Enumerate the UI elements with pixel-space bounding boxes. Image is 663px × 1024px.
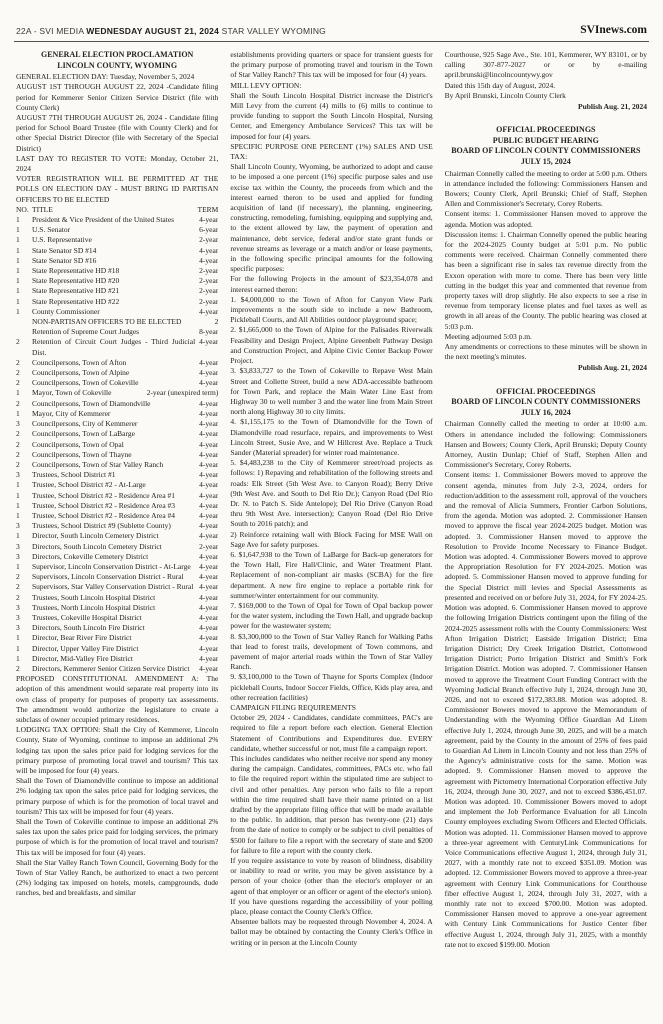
office-count: 3 (16, 612, 20, 622)
paragraph: 9. $3,100,000 to the Town of Thayne for Sports Complex (Indoor pickleball Courts, Indoor Soccer Fields, Office, Kids play area, and other recreation facilities) (230, 672, 433, 702)
office-count: 1 (16, 490, 20, 500)
office-row (16, 419, 218, 429)
office-count: 2 (16, 337, 20, 347)
col-term-label: TERM (197, 204, 219, 214)
office-row (16, 460, 218, 470)
office-row (16, 327, 218, 337)
office-row (16, 286, 218, 296)
office-term: 4-year (199, 572, 219, 582)
office-title: Director, Bear River Fire District (32, 633, 132, 643)
paragraph: SPECIFIC PURPOSE ONE PERCENT (1%) SALES AND USE TAX: (230, 141, 433, 162)
office-row (16, 297, 218, 307)
paragraph: Courthouse, 925 Sage Ave., Ste. 101, Kemmerer, WY 83101, or by calling 307-877-2027 or or by e-mailing april.brunski@lincolncountywy.gov (444, 50, 647, 80)
paragraph: 7. $169,000 to the Town of Opal for Town of Opal backup power for the water system, including the Town Hall, and upgrade backup power for the wastewater system; (230, 600, 433, 631)
office-row (16, 399, 218, 409)
heading-line: OFFICIAL PROCEEDINGS (496, 125, 596, 135)
office-term: 4-year (199, 470, 219, 480)
office-title: State Representative HD #22 (32, 296, 120, 306)
office-row (16, 654, 218, 664)
office-row (16, 501, 218, 511)
heading-line: PUBLIC BUDGET HEARING (492, 135, 599, 145)
office-count: 3 (16, 419, 20, 429)
office-count: 1 (16, 255, 20, 265)
paragraph: October 29, 2024 - Candidates, candidate committees, PAC's are required to file a report before each election. General Election Statement of Contributions and Expenditures due. EVERY candidate, whether successful or not, must file a campaign report. (230, 713, 433, 753)
office-row (16, 378, 218, 388)
office-row (16, 531, 218, 541)
office-row (16, 491, 218, 501)
office-count: 2 (16, 378, 20, 388)
office-count: 2 (16, 429, 20, 439)
office-row (16, 337, 218, 357)
paragraph: Shall the South Lincoln Hospital District increase the District's Mill Levy from the current (4) mills to (6) mills to continue to provide funding to support the South Lincoln Hospital, Nursing Center, and Emergency Ambulance Services? This tax will be imposed for four (4) years. (230, 90, 433, 141)
notice-heading (445, 125, 647, 167)
office-count: 1 (16, 561, 20, 571)
office-title: Trustee, School District #2 - Residence Area #1 (32, 490, 176, 500)
office-count: 1 (16, 306, 20, 316)
office-term: 2-year (199, 276, 219, 286)
office-title: Trustees, South Lincoln Hospital District (32, 592, 156, 602)
office-row (16, 562, 218, 572)
office-title: U.S. Senator (32, 225, 71, 235)
office-title: Trustees, School District #9 (Sublette County) (32, 521, 171, 531)
columns (0, 42, 663, 1019)
office-count: 1 (16, 653, 20, 663)
column-3 (445, 50, 647, 1019)
office-term: 4-year (199, 439, 219, 449)
office-row (16, 542, 218, 552)
office-title: Directors, Kemmerer Senior Citizen Service District (32, 663, 190, 673)
publish-line: Publish Aug. 21, 2024 (578, 102, 647, 112)
paragraph: Shall the Town of Cokeville continue to impose an additional 2% sales tax upon the sales price paid for lodging services, the primary purpose of which is for the promotion of local travel and tourism? This tax will be imposed for four (4) years. (16, 817, 219, 857)
office-term: 4-year (199, 643, 219, 653)
office-row (16, 358, 218, 368)
paragraph: Chairman Connelly called the meeting to order at 5:00 p.m. Others in attendance included the following: Commissioners Hansen and Bowers; County Clerk, April Brunski; Chief of Staff, Stephen Allen and Commissioner's Secretary, Corey Roberts. (444, 168, 647, 209)
office-term: 4-year (199, 337, 219, 347)
office-row (16, 429, 218, 439)
office-title: Director, Mid-Valley Fire District (32, 653, 133, 663)
paragraph: VOTER REGISTRATION WILL BE PERMITTED AT THE POLLS ON ELECTION DAY - MUST BRING ID PARTISAN OFFICERS TO BE ELECTED (16, 174, 219, 204)
paragraph: PROPOSED CONSTITUTIONAL AMENDMENT A: The adoption of this amendment would separate real property into its own class of property for purposes of property tax assessments. The amendment would authorize the legislature to create a subclass of owner occupied primary residences. (16, 674, 219, 724)
office-row (16, 246, 218, 256)
office-count: 1 (16, 266, 20, 276)
office-list-header (16, 205, 218, 215)
office-count: 1 (16, 480, 20, 490)
office-count: 3 (16, 551, 20, 561)
office-count: 2 (16, 357, 20, 367)
paragraph: LODGING TAX OPTION: Shall the City of Kemmerer, Lincoln County, State of Wyoming, continue to impose an additional 2% lodging tax upon the sales price paid for lodging services for the primary purpose of promoting local travel and tourism? This tax will be imposed for four (4) years. (16, 725, 219, 775)
office-title: Councilpersons, City of Kemmerer (32, 419, 138, 429)
office-row (16, 235, 218, 245)
office-term: 4-year (199, 633, 219, 643)
office-title: Trustee, School District #2 - At-Large (32, 480, 146, 490)
office-row (16, 623, 218, 633)
office-count: 2 (16, 592, 20, 602)
paragraph: 6. $1,647,938 to the Town of LaBarge for Back-up generators for the Town Hall, Fire Hall/Clinic, and Water Treatment Plant. Replacement of non-compliant air masks (SCBA) for the fire department. A new fire engine to replace a portable rink for summer/winter entertainment for our community. (230, 549, 433, 600)
paragraph: Dated this 15th day of August, 2024. (444, 80, 556, 90)
office-row (16, 582, 218, 592)
office-term: 4-year (199, 500, 219, 510)
office-term: 4-year (199, 480, 219, 490)
col-title-label: TITLE (32, 204, 53, 214)
office-term: 4-year (199, 245, 219, 255)
publish-line: Publish Aug. 21, 2024 (578, 363, 647, 373)
paragraph: Shall the Town of Diamondville continue to impose an additional 2% lodging tax upon the sales price paid for lodging services, the primary purpose of which is for the promotion of local travel and tourism? This tax will be imposed for four (4) years. (16, 776, 219, 816)
office-count: 1 (16, 408, 20, 418)
office-title: Trustee, School District #2 - Residence Area #3 (32, 500, 176, 510)
office-term: 4-year (199, 663, 219, 673)
masthead-site-url: SVInews.com (580, 24, 647, 36)
paragraph: Meeting adjourned 5:03 p.m. (444, 331, 532, 341)
office-row (16, 644, 218, 654)
office-title: State Senator SD #16 (32, 255, 97, 265)
office-list (16, 215, 218, 674)
office-row (16, 480, 218, 490)
office-count: 3 (16, 623, 20, 633)
office-title: Councilpersons, Town of Thayne (32, 449, 132, 459)
office-count: 1 (16, 215, 20, 225)
office-title: County Commissioner (32, 306, 100, 316)
office-row (16, 633, 218, 643)
office-title: Directors, South Lincoln Fire District (32, 623, 145, 633)
notice-heading (16, 50, 218, 71)
heading-line: OFFICIAL PROCEEDINGS (496, 386, 596, 396)
paragraph: Shall the Star Valley Ranch Town Council, Governing Body for the Town of Star Valley Ranch, be authorized to enact a two percent (2%) lodging tax imposed on hotels, motels, campgrounds, dude ranches, bed and breakfasts, and similar (16, 857, 219, 898)
office-count: 1 (16, 225, 20, 235)
office-term: 6-year (199, 225, 219, 235)
office-title: Supervisors, Star Valley Conservation District - Rural (32, 582, 194, 592)
office-title: Trustee, School District #2 - Residence Area #4 (32, 510, 176, 520)
paragraph: This includes candidates who neither receive nor spend any money during the campaign. Candidates, committees, PACs etc. who fail to file the required report within the stipulated time are subject to civil and other penalties. Any person who fails to file a report within the time required shall have their name printed on a list drafted by the appropriate filing office that will be made available to the public. In addition, that person has twenty-one (21) days from the date of notice to comply or be subject to civil penalties of $500 for failure to file a report with the secretary of state and $200 for failure to file a report with the county clerk. (230, 754, 433, 855)
office-count: 1 (16, 643, 20, 653)
office-count: 1 (16, 245, 20, 255)
office-count: 1 (16, 531, 20, 541)
office-title: Mayor, City of Kemmerer (32, 408, 111, 418)
office-count: 2 (16, 439, 20, 449)
masthead-date: WEDNESDAY AUGUST 21, 2024 (86, 26, 220, 36)
paragraph: Any amendments or corrections to these minutes will be shown in the next meeting's minutes. (444, 342, 647, 362)
office-count: 2 (16, 663, 20, 673)
office-term: 4-year (199, 357, 219, 367)
office-title: NON-PARTISAN OFFICERS TO BE ELECTED (32, 317, 182, 327)
office-row (16, 521, 218, 531)
office-title: President & Vice President of the United States (32, 215, 175, 225)
paragraph: Consent items: 1. Commissioner Bowers moved to approve the consent agenda, minutes from July 2-3, 2024, orders for reduction/addition to the assessment roll, approval of the vouchers and the removal of Alicia Summers, Frontier Carbon Solutions, from the agenda. Motion was adopted. 2. Commissioner Hansen moved to approve the fiscal year 2024-2025 budget. Motion was adopted. 3. Commissioner Hansen moved to approve the Resolution to Provide Income Necessary to Finance Budget. Motion was adopted. 4. Commissioner Bowers moved to approve the Appropriation Resolution for FY 2024-2025. Motion was adopted. 5. Commissioner Hansen moved to approve funding for the Special District mill levies and Special Assessments as presented and received on or before July 31, 2024, for FY 2024-25. Motion was adopted. 6. Commissioner Hansen moved to approve the following Irrigation Districts contingent upon the filing of the 2024-2025 assessment rolls with the County Commissioners: West Afton Irrigation District; Eastside Irrigation District; Etna Irrigation District; Dry Creek Irrigation District, Cottonwood Irrigation District; Porto Irrigation District and Smith's Fork Irrigation District. Motion was adopted. 7. Commissioner Hansen moved to approve the Treatment Court Funding Contract with the Wyoming Judicial Branch effective July 1, 2024, through June 30, 2026, and not to exceed $172,383.88. Motion was adopted. 8. Commissioner Bowers moved to approve the Memorandum of Understanding with the Wyoming Office Guardian Ad Litem effective July 1, 2024, through June 30, 2025, and will be a match agreement, paid by the County in the amount of 25% of fees paid to Guardian Ad Litem in Lincoln County and not less than 25% of the Agency's administrative costs for the same. Motion was adopted. 9. Commissioner Hansen moved to approve the agreement with Pictometry International Corporation effective July 16, 2024, through June 30, 2027, and not to exceed $386,451.07. Motion was adopted. 10. Commissioner Bowers moved to adopt and implement the Job Performance Evaluation for all Lincoln County employees excluding Sworn Officers and Elected Officials. Motion was adopted. 11. Commissioner Hansen moved to approve a three-year agreement with CenturyLink Communications for Voice Communications effective August 1, 2024, through July 31, 2027, with a monthly rate not to exceed $351.09. Motion was adopted. 12. Commissioner Bowers moved to approve a three-year agreement with Century Link Communications for Courthouse fiber effective August 1, 2024, through July 31, 2027, with a monthly rate not to exceed $700.00. Motion was adopted. Commissioner Hansen moved to approve a one-year agreement with Century Link Communications for Justice Center fiber effective August 1, 2024, through July 31, 2025, with a monthly rate not to exceed $199.00. Motion (444, 470, 647, 949)
office-term: 4-year (199, 561, 219, 571)
office-row (16, 552, 218, 562)
masthead-location: STAR VALLEY WYOMING (219, 26, 326, 36)
office-term: 4-year (199, 612, 219, 622)
office-count: 1 (16, 296, 20, 306)
paragraph: Consent items: 1. Commissioner Hansen moved to approve the agenda. Motion was adopted. (444, 209, 647, 229)
office-title: Mayor, Town of Cokeville (32, 388, 112, 398)
notice-gap (445, 374, 647, 387)
office-term: 4-year (199, 531, 219, 541)
office-term: 4-year (199, 592, 219, 602)
heading-line: LINCOLN COUNTY, WYOMING (57, 60, 178, 70)
office-row (16, 603, 218, 613)
office-title: State Representative HD #21 (32, 286, 120, 296)
paragraph: LAST DAY TO REGISTER TO VOTE: Monday, October 21, 2024 (16, 153, 219, 174)
office-title: Supervisors, Lincoln Conservation District - Rural (32, 572, 184, 582)
office-term: 4-year (199, 408, 219, 418)
office-count: 1 (16, 510, 20, 520)
paragraph: 8. $3,300,000 to the Town of Star Valley Ranch for Walking Paths that lead to forest trails, development of Town commons, and pavement of major arterial roads within the Town of Star Valley Ranch. (230, 631, 433, 672)
office-count: 1 (16, 276, 20, 286)
office-title: Directors, South Lincoln Cemetery District (32, 541, 162, 551)
office-title: Supervisor, Lincoln Conservation District - At-Large (32, 561, 191, 571)
office-term: 4-year (199, 398, 219, 408)
office-title: Trustees, School District #1 (32, 470, 116, 480)
paragraph: CAMPAIGN FILING REQUIREMENTS (230, 703, 356, 712)
col-no-label: NO. (16, 204, 29, 214)
paragraph: Chairman Connelly called the meeting to order at 10:00 a.m. Others in attendance included the following: Commissioners Hansen and Bowers; County Clerk, April Brunski; Deputy County Attorney, Austin Dunlap; Chief of Staff, Stephen Allen and Commissioner's Secretary, Corey Roberts. (444, 419, 647, 470)
office-row (16, 409, 218, 419)
office-title: U.S. Representative (32, 235, 92, 245)
office-term: 8-year (199, 327, 219, 337)
office-title: Retention of Supreme Court Judges (32, 327, 140, 337)
office-title: Councilpersons, Town of Star Valley Ranch (32, 459, 164, 469)
column-1 (16, 50, 218, 1019)
office-title: Director, South Lincoln Cemetery District (32, 531, 159, 541)
office-count: 3 (16, 521, 20, 531)
office-count: 2 (16, 368, 20, 378)
paragraph: If you require assistance to vote by reason of blindness, disability or inability to read or write, you may be given assistance by a person of your choice (other than the elector's employer or an agent of that employer or an officer or agent of the elector's union). If you have questions regarding the accessibility of your polling place, please contact the County Clerk's Office. (230, 856, 433, 917)
masthead (0, 0, 663, 39)
office-term: 4-year (199, 306, 219, 316)
office-row (16, 470, 218, 480)
paragraph: MILL LEVY OPTION: (230, 80, 302, 90)
office-term: 4-year (199, 623, 219, 633)
office-title: State Representative HD #18 (32, 266, 120, 276)
office-term: 4-year (199, 521, 219, 531)
paragraph: 5. $4,483,238 to the City of Kemmerer street/road projects as follows: 1) Repaving and rehabilitation of the following streets and roads: Elk Street (5th West Ave. to Canyon Road); Berry Drive (9th West Ave. and South to Del Rio Dr.); Canyon Road (Del Rio Dr. N. to Patch S. Side Antelope); Del Rio Drive (Canyon Road thru 9th West Ave. intersection); Canyon Road (Del Rio Drive South to 2016 patch); and (230, 458, 433, 529)
office-title: Councilpersons, Town of Cokeville (32, 378, 139, 388)
office-count: 2 (16, 449, 20, 459)
office-count: 1 (16, 633, 20, 643)
office-row (16, 368, 218, 378)
paragraph: AUGUST 7TH THROUGH AUGUST 26, 2024 - Candidate filing period for School Board Trustee (file with County Clerk) and for other Special District Director (file with Secretary of the Special District) (16, 113, 219, 153)
heading-line: BOARD OF LINCOLN COUNTY COMMISSIONERS (451, 397, 641, 407)
office-title: Director, Upper Valley Fire District (32, 643, 139, 653)
paragraph: 2) Reinforce retaining wall with Block Facing for MSE Wall on Sage Ave for safety purposes. (230, 529, 433, 549)
office-title: Councilpersons, Town of Afton (32, 357, 127, 367)
paragraph: GENERAL ELECTION DAY: Tuesday, November 5, 2024 (16, 72, 195, 82)
office-count: 3 (16, 541, 20, 551)
office-row (16, 225, 218, 235)
paragraph: 2. $1,665,000 to the Town of Alpine for the Palisades Riverwalk Feasibility and Design Project, Alpine Greenbelt Pathway Design and Construction Project, and Alpine Civic Center Backup Power Project. (230, 325, 433, 366)
office-row (16, 266, 218, 276)
column-2 (230, 50, 432, 1019)
paragraph: 1. $4,000,000 to the Town of Afton for Canyon View Park improvements n the south side to include a new Bathroom, Pickleball Courts, and All Abilities outdoor playground space; (230, 294, 433, 325)
office-row (16, 317, 218, 327)
office-row (16, 307, 218, 317)
office-term: 4-year (199, 419, 219, 429)
office-term: 4-year (199, 215, 219, 225)
office-term: 4-year (199, 255, 219, 265)
heading-line: GENERAL ELECTION PROCLAMATION (41, 50, 194, 59)
office-count: 2 (16, 582, 20, 592)
paragraph: 4. $1,155,175 to the Town of Diamondville for the Town of Diamondville road resurface, repairs, and improvements to West Lincoln Street, Susie Ave, and W Hillcrest Ave. Replace a Truck Sander (Material spreader) for winter road maintenance. (230, 417, 433, 457)
office-row (16, 664, 218, 674)
office-term: 2-year (199, 541, 219, 551)
office-term: 4-year (199, 368, 219, 378)
notice-gap (445, 112, 647, 125)
paragraph: Shall Lincoln County, Wyoming, be authorized to adopt and cause to be imposed a one percent (1%) specific purpose sales and use excise tax within the County, the proceeds from which and the interest earned theron to be used and applied for funding acquisition of land (if necessary), the planning, engineering, constructing, remodeling, furnishing, equipping and supplying and, to the extent allowed by law, the payment of operation and maintenance, debt service, federal and/or state grant funds or revenue streams as leverage or a match and/or or lease payments, in the following specific principal amounts for the following specific purposes: (230, 162, 433, 274)
paragraph: 3. $3,833,727 to the Town of Cokeville to Repave West Main Street and Collette Street, build a new ADA-accessible bathroom for Town Park, and replace the Main Water Line East from Highway 30 to well number 3 and the water line from Main Street north along Highway 30 to city limits. (230, 366, 433, 417)
office-title: Councilpersons, Town of Alpine (32, 368, 130, 378)
office-term: 2-year (199, 296, 219, 306)
office-title: Councilpersons, Town of Opal (32, 439, 124, 449)
office-row (16, 215, 218, 225)
office-term: 4-year (199, 490, 219, 500)
office-term: 4-year (199, 551, 219, 561)
office-row (16, 613, 218, 623)
office-count: 2 (16, 459, 20, 469)
office-term: 4-year (199, 582, 219, 592)
masthead-left (16, 26, 326, 36)
office-title: Councilpersons, Town of LaBarge (32, 429, 135, 439)
office-title: State Representative HD #20 (32, 276, 120, 286)
office-term: 2-year (unexpired term) (146, 388, 219, 398)
office-count: 2 (16, 572, 20, 582)
office-count: 1 (16, 388, 20, 398)
office-title: Councilpersons, Town of Diamondville (32, 398, 151, 408)
office-term: 4-year (199, 653, 219, 663)
office-title: State Senator SD #14 (32, 245, 97, 255)
paragraph: establishments providing quarters or space for transient guests for the primary purpose of promoting travel and tourism in the Town of Star Valley Ranch? This tax will be imposed for four (4) years. (230, 50, 433, 80)
office-term: 2 (214, 317, 219, 327)
office-term: 2-year (199, 235, 219, 245)
office-row (16, 388, 218, 398)
office-row (16, 276, 218, 286)
paragraph: Discussion items: 1. Chairman Connelly opened the public hearing for the 2024-2025 County budget at 5:01 p.m. No public comments were received. Chairman Connelly commented there has been a significant rise in sales tax revenue directly from the Exxon operation with more to come. There has been very little cutting in the budget this year and commented that revenue from property taxes will drop slightly. He also expects to see a rise in revenue from temporary license plates and fuel taxes as well as growth in all areas of the County. The public hearing was closed at 5:03 p.m. (444, 229, 647, 331)
office-row (16, 572, 218, 582)
office-term: 2-year (199, 286, 219, 296)
office-row (16, 511, 218, 521)
office-term: 4-year (199, 510, 219, 520)
office-term: 4-year (199, 378, 219, 388)
page-label: 22A - SVI MEDIA (16, 26, 87, 36)
paragraph: For the following Projects in the amount of $23,354,078 and interest earned theron: (230, 274, 433, 294)
office-count: 1 (16, 500, 20, 510)
heading-line: JULY 16, 2024 (520, 407, 571, 417)
office-title: Trustees, Cokeville Hospital District (32, 612, 142, 622)
paragraph: AUGUST 1ST THROUGH AUGUST 22, 2024 -Candidate filing period for Kemmerer Senior Citizen Service District (file with County Clerk) (16, 82, 219, 112)
office-term: 4-year (199, 429, 219, 439)
office-title: Trustees, North Lincoln Hospital District (32, 602, 156, 612)
notice-heading (445, 387, 647, 419)
office-count: 3 (16, 602, 20, 612)
office-term: 4-year (199, 459, 219, 469)
paragraph: By April Brunski, Lincoln County Clerk (444, 90, 566, 100)
office-row (16, 593, 218, 603)
office-term: 4-year (199, 449, 219, 459)
office-row (16, 256, 218, 266)
office-row (16, 450, 218, 460)
heading-line: BOARD OF LINCOLN COUNTY COMMISSIONERS (451, 146, 641, 156)
paragraph: Absentee ballots may be requested through November 4, 2024. A ballot may be obtained by contacting the County Clerk's Office in writing or in person at the Lincoln County (230, 917, 433, 947)
office-term: 2-year (199, 266, 219, 276)
office-row (16, 440, 218, 450)
office-title: Retention of Circuit Court Judges - Third Judicial Dist. (32, 337, 196, 357)
office-term: 4-year (199, 602, 219, 612)
office-count: 3 (16, 470, 20, 480)
office-count: 2 (16, 398, 20, 408)
office-count: 1 (16, 235, 20, 245)
heading-line: JULY 15, 2024 (520, 157, 571, 166)
office-count: 1 (16, 286, 20, 296)
office-title: Directors, Cokeville Cemetery District (32, 551, 149, 561)
